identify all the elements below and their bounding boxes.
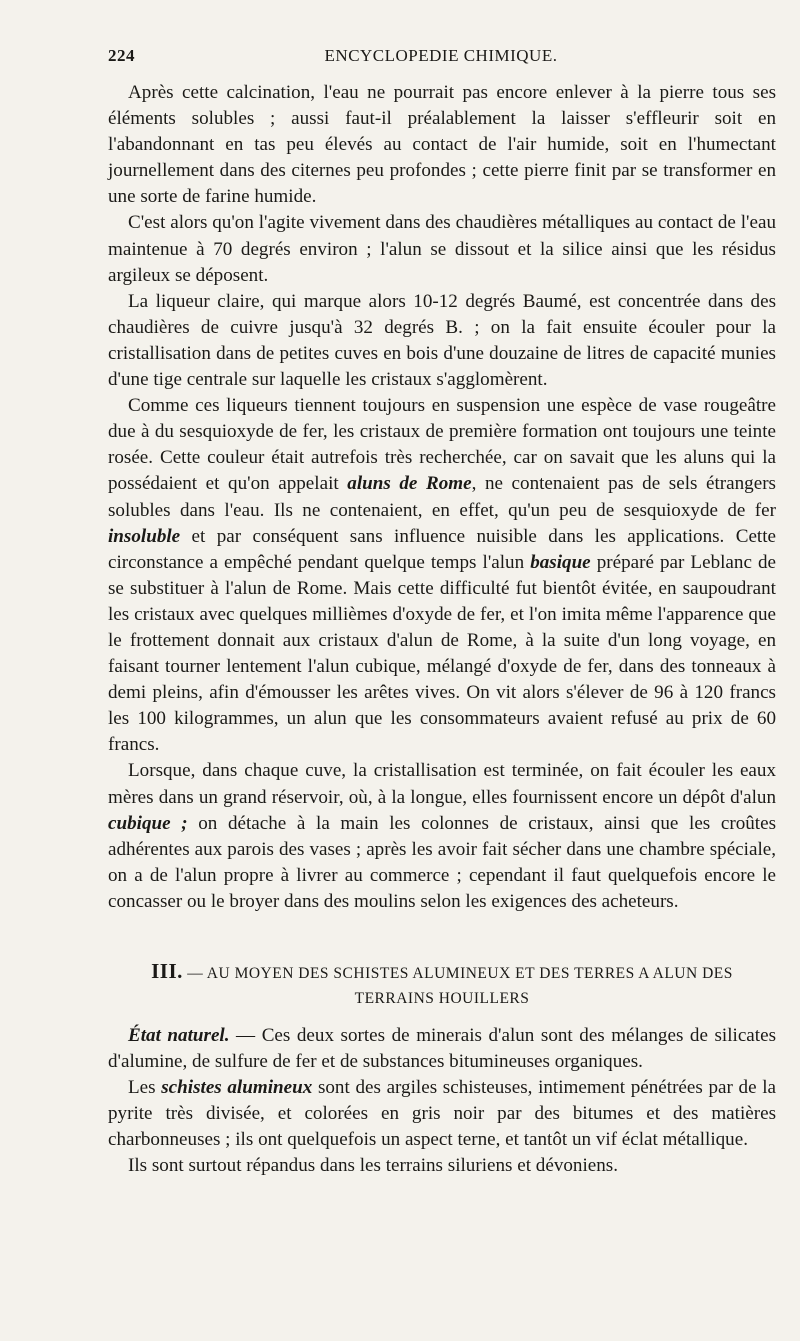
page-number: 224 <box>108 46 135 65</box>
text-run: Lorsque, dans chaque cuve, la cristallisation est terminée, on fait écouler les eaux mères dans un grand réservoir, où, à la longue, elles fournissent encore un dépôt d'alun <box>108 760 776 808</box>
paragraph <box>108 758 776 915</box>
text-run: — Ces deux sortes de minerais d'alun sont des mélanges de silicates d'alumine, de sulfure de fer et de substances bitumineuses organiques. <box>108 1025 776 1073</box>
italic-term: insoluble <box>108 525 181 547</box>
paragraph <box>108 1075 776 1153</box>
paragraph <box>108 393 776 758</box>
section-title-line1: — AU MOYEN DES SCHISTES ALUMINEUX ET DES TERRES A ALUN DES <box>187 965 733 982</box>
text-run: , ne contenaient pas de sels étrangers solubles dans l'eau. Ils ne contenaient, en effet, qu'un peu de sesquioxyde de fer <box>108 473 776 521</box>
text-run: on détache à la main les colonnes de cristaux, ainsi que les croûtes adhérentes aux parois des vases ; après les avoir fait sécher dans une chambre spéciale, on a de l'alun propre à livrer au commerce ; cependant il faut quelquefois encore le concasser ou le broyer dans des moulins selon les exigences des acheteurs. <box>108 812 776 912</box>
italic-term: cubique ; <box>108 812 188 834</box>
paragraph: La liqueur claire, qui marque alors 10-12 degrés Baumé, est concentrée dans des chaudières de cuivre jusqu'à 32 degrés B. ; on la fait ensuite écouler pour la cristallisation dans de petites cuves en bois d'une douzaine de litres de capacité munies d'une tige centrale sur laquelle les cristaux s'agglomèrent. <box>108 290 776 391</box>
italic-term: schistes alumineux <box>161 1077 313 1099</box>
italic-term: basique <box>530 551 591 573</box>
italic-term: aluns de Rome <box>347 473 472 495</box>
paragraph: C'est alors qu'on l'agite vivement dans des chaudières métalliques au contact de l'eau maintenue à 70 degrés environ ; l'alun se dissout et la silice ainsi que les résidus argileux se déposent. <box>108 212 776 286</box>
section-number: III. <box>151 959 183 983</box>
paragraph: Après cette calcination, l'eau ne pourrait pas encore enlever à la pierre tous ses éléments solubles ; aussi faut-il préalablement la laisser s'effleurir soit en l'abandonnant en tas peu élevés au contact de l'air humide, soit en l'humectant journellement dans des citernes peu profondes ; cette pierre finit par se transformer en une sorte de farine humide. <box>108 82 776 208</box>
paragraph-lead: État naturel. <box>128 1025 230 1046</box>
page-body <box>108 80 776 1180</box>
running-title: ENCYCLOPEDIE CHIMIQUE. <box>324 46 558 65</box>
paragraph <box>108 1023 776 1075</box>
text-run: et par conséquent sans influence nuisible dans les applications. Cette circonstance a empêché pendant quelque temps l'alun <box>108 525 776 573</box>
section-title-line2: TERRAINS HOUILLERS <box>354 990 530 1007</box>
section-heading <box>108 959 776 1011</box>
text-run: sont des argiles schisteuses, intimement pénétrées par de la pyrite très divisée, et colorées en gris noir par des bitumes et des matières charbonneuses ; ils ont quelquefois un aspect terne, et tantôt un vif éclat métallique. <box>108 1077 776 1151</box>
text-run: préparé par Leblanc de se substituer à l'alun de Rome. Mais cette difficulté fut bientôt évitée, en saupoudrant les cristaux avec quelques millièmes d'oxyde de fer, et l'on imita même l'apparence que le frottement donnait aux cristaux d'alun de Rome, à la suite d'un long voyage, en faisant tourner lentement l'alun cubique, mélangé d'oxyde de fer, dans des tonneaux à demi pleins, afin d'émousser les arêtes vives. On vit alors s'élever de 96 à 120 francs les 100 kilogrammes, un alun que les consommateurs avaient refusé au prix de 60 francs. <box>108 551 776 756</box>
page-header <box>108 46 774 72</box>
text-run: Comme ces liqueurs tiennent toujours en suspension une espèce de vase rougeâtre due à du sesquioxyde de fer, les cristaux de première formation ont toujours une teinte rosée. Cette couleur était autrefois très recherchée, car on savait que les aluns qui la possédaient et qu'on appelait <box>108 395 776 495</box>
text-run: Les <box>128 1077 162 1099</box>
paragraph: Ils sont surtout répandus dans les terrains siluriens et dévoniens. <box>128 1155 618 1177</box>
